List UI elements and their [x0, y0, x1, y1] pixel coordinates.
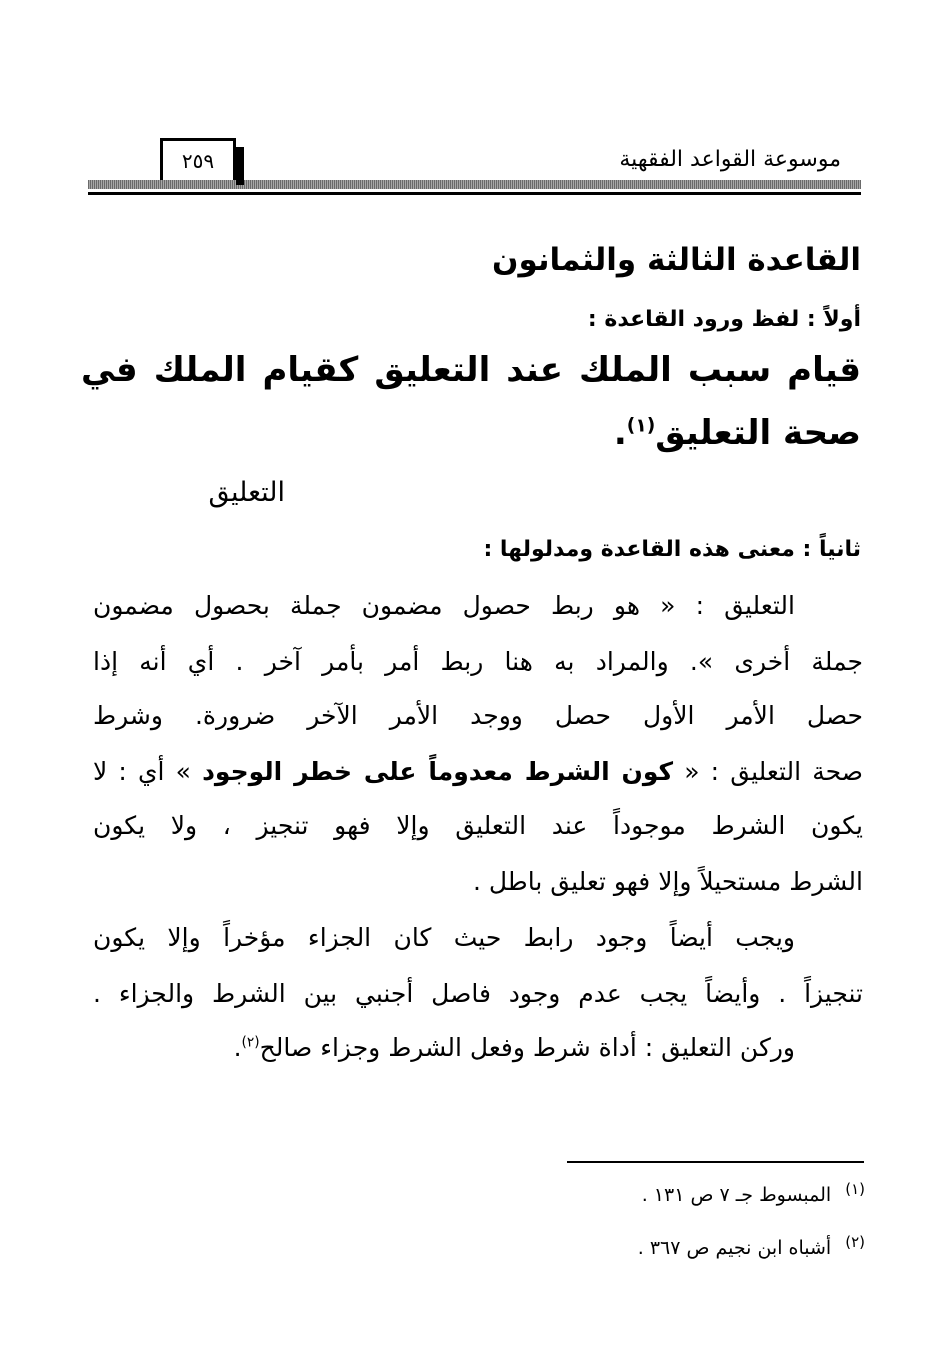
keyword-label: التعليق [208, 477, 285, 508]
paragraph-line: جملة أخرى ». والمراد به هنا ربط أمر بأمر آخر . أي أنه إذا [93, 647, 863, 676]
header-rule [88, 180, 861, 189]
section-heading-wording: أولاً : لفظ ورود القاعدة : [587, 307, 861, 332]
paragraph-line: التعليق : « هو ربط حصول مضمون جملة بحصول مضمون [93, 591, 795, 620]
header-rule-thin [88, 192, 861, 195]
paragraph-line: تنجيزاً . وأيضاً يجب عدم وجود فاصل أجنبي بين الشرط والجزاء . [93, 979, 863, 1008]
paragraph-text: وركن التعليق : أداة شرط وفعل الشرط وجزاء صالح [259, 1033, 795, 1062]
footnote-2: (٢)أشباه ابن نجيم ص ٣٦٧ . [637, 1232, 865, 1259]
rule-statement-text: صحة التعليق [655, 413, 861, 453]
footnote-separator [567, 1161, 864, 1163]
footnote-ref-1: (١) [626, 415, 656, 437]
paragraph-line [234, 1028, 795, 1068]
page-number-shadow [236, 147, 244, 185]
rule-statement-end: . [613, 413, 627, 453]
paragraph-text: » أي : لا [93, 757, 203, 786]
page-number-box [160, 138, 236, 180]
paragraph-line [93, 752, 863, 792]
rule-statement-line-2 [614, 410, 861, 456]
page-number: ٢٥٩ [181, 148, 215, 173]
rule-title: القاعدة الثالثة والثمانون [492, 242, 861, 278]
paragraph-text: صحة التعليق : « [673, 757, 863, 786]
rule-statement-line-1: قيام سبب الملك عند التعليق كقيام الملك في [81, 350, 861, 390]
running-header-title: موسوعة القواعد الفقهية [619, 147, 841, 172]
paragraph-line: ويجب أيضاً وجود رابط حيث كان الجزاء مؤخراً وإلا يكون [93, 923, 795, 952]
footnote-text: المبسوط جـ ٧ ص ١٣١ . [641, 1184, 832, 1206]
section-heading-meaning: ثانياً : معنى هذه القاعدة ومدلولها : [483, 537, 861, 562]
footnote-1: (١)المبسوط جـ ٧ ص ١٣١ . [641, 1179, 865, 1206]
paragraph-line: يكون الشرط موجوداً عند التعليق وإلا فهو تنجيز ، ولا يكون [93, 811, 863, 840]
footnote-ref-2: (٢) [241, 1034, 260, 1051]
condition-emphasis: كون الشرط معدوماً على خطر الوجود [202, 757, 674, 786]
footnote-text: أشباه ابن نجيم ص ٣٦٧ . [637, 1237, 832, 1259]
paragraph-text: . [233, 1033, 242, 1062]
paragraph-line: حصل الأمر الأول حصل ووجد الأمر الآخر ضرورة. وشرط [93, 701, 863, 730]
paragraph-line: الشرط مستحيلاً وإلا فهو تعليق باطل . [472, 867, 863, 896]
